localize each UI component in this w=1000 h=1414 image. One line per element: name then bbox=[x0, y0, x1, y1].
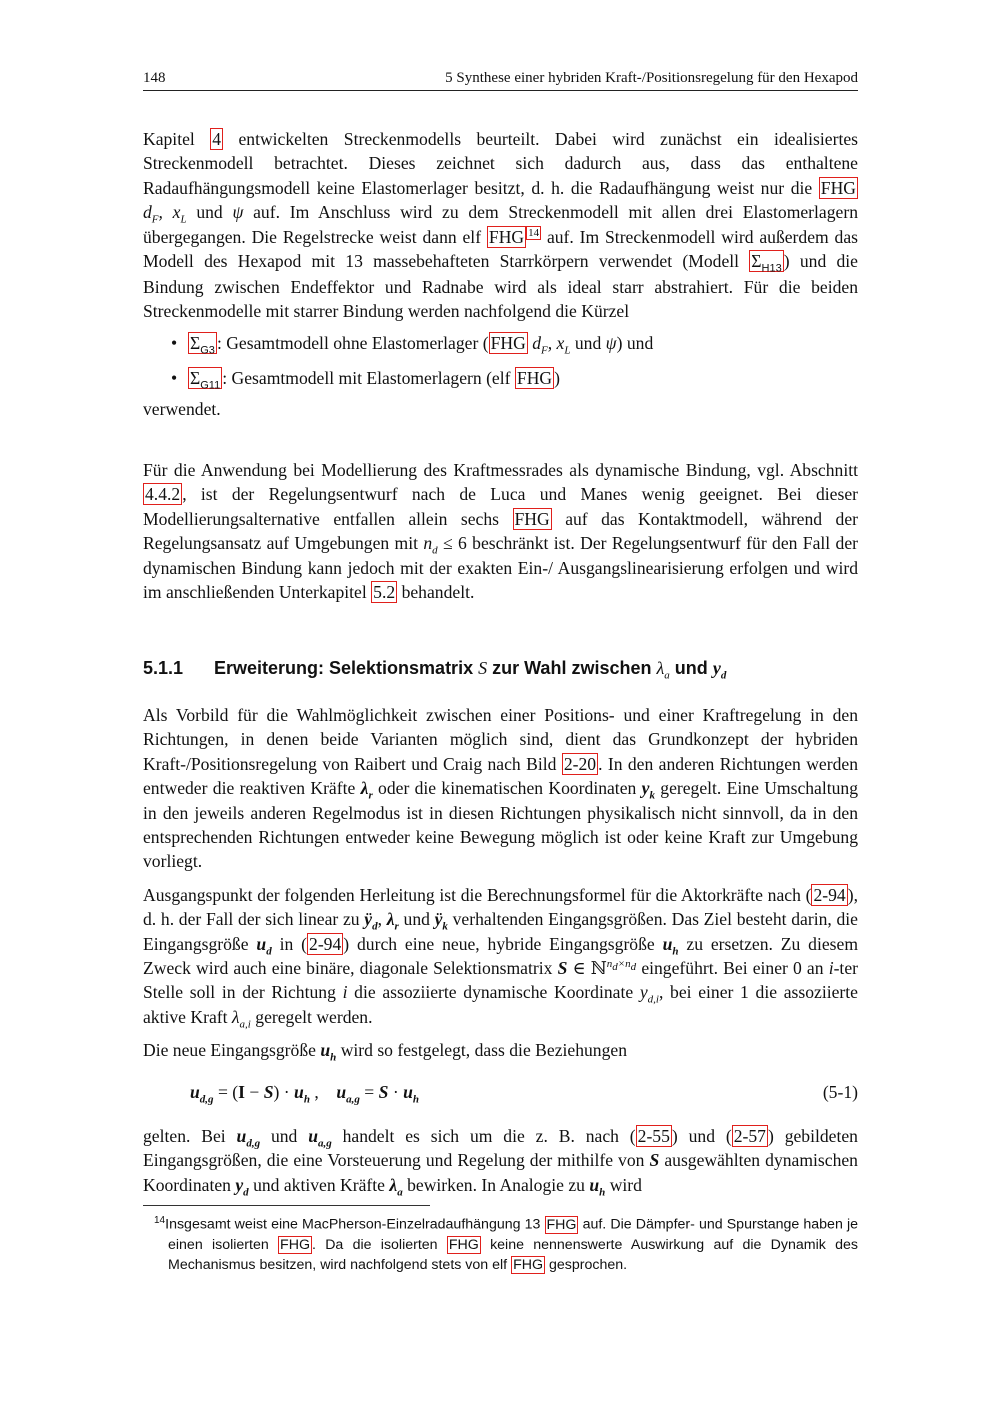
ref-eq-2-94-link[interactable]: 2-94 bbox=[309, 933, 342, 954]
abbr-fhg-link[interactable]: FHG bbox=[490, 333, 526, 354]
abbr-fhg-link[interactable]: FHG bbox=[488, 226, 525, 247]
running-header bbox=[143, 68, 858, 91]
abbr-fhg-link[interactable]: FHG bbox=[513, 1256, 544, 1273]
model-list bbox=[143, 331, 858, 391]
paragraph-gelten: gelten. Bei $u_{d,g}$ und $u_{a,g}$ handelt es sich um die z. B. nach ( 2-55 ) und ( 2-57 ) gebildeten Eingangsgrößen, die eine Vorsteuerung und Regelung der mithilfe von S ausgewählten dynamischen Koordinaten $y_d$ und aktiven Kräfte $\lambda_a$ bewirken. In Analogie zu $u_h$ wird bbox=[143, 1126, 858, 1199]
list-item: • $\Sigma_{G11}$ : Gesamtmodell mit Elastomerlagern (elf FHG ) bbox=[143, 366, 858, 392]
paragraph-intro: Kapitel 4 entwickelten Streckenmodells beurteilt. Dabei wird zunächst ein idealisiertes Streckenmodell betrachtet. Dieses zeichnet sich dadurch aus, dass das enthaltene Radaufhängungsmodell keine Elastomerlager besitzt, d. h. die Radaufhängung weist nur die FHG $d_F$, $x_L$ und ψ auf. Im Anschluss wird zu dem Streckenmodell mit allen drei Elastomerlagern übergegangen. Die Regelstrecke weist dann elf FHG $^{14}$ auf. Im Streckenmodell wird außerdem das Modell des Hexapod mit 13 massebehafteten Starrkörpern verwendet (Modell $\Sigma_{H13}$ ) und die Bindung zwischen Endeffektor und Radnabe wird als ideal starr abstrahiert. Für die beiden Streckenmodelle mit starrer Bindung werden nachfolgend die Kürzel bbox=[143, 129, 859, 321]
paragraph-vorbild: Als Vorbild für die Wahlmöglichkeit zwischen einer Positions- und einer Kraftregelung in den Richtungen, in denen beide Varianten möglich sind, dient das Grundkonzept der hybriden Kraft-/Positionsregelung von Raibert und Craig nach Bild 2-20 . In den anderen Richtungen werden entweder die reaktiven Kräfte $\lambda_r$ oder die kinematischen Koordinaten $y_k$ geregelt. Eine Umschaltung in den jeweils anderen Regelmodus ist in diesen Richtungen physikalisch nicht sinnvoll, da in den entsprechenden Richtungen entweder keine Bewegung möglich ist oder keine Kraft zur Umgebung vorliegt. bbox=[143, 705, 859, 872]
text-block-4 bbox=[143, 1124, 858, 1197]
text-block-1 bbox=[143, 127, 858, 422]
model-g11-link[interactable]: $\Sigma_{G11}$ bbox=[190, 367, 221, 392]
section-number: 5.1.1 bbox=[143, 658, 184, 678]
abbr-fhg-link[interactable]: FHG bbox=[820, 177, 856, 198]
text-block-2 bbox=[143, 458, 858, 604]
footnote-rule bbox=[143, 1205, 430, 1206]
paragraph-kraftmessrad: Für die Anwendung bei Modellierung des Kraftmessrades als dynamische Bindung, vgl. Abschnitt 4.4.2 , ist der Regelungsentwurf nach de Luca und Manes wenig geeignet. Bei dieser Modellierungsalternative entfallen allein sechs FHG auf das Kontaktmodell, während der Regelungsansatz auf Umgebungen mit $n_d \le 6$ beschränkt ist. Der Regelungsentwurf für den Fall der dynamischen Bindung kann jedoch mit der exakten Ein-/ Ausgangslinearisierung erfolgen und wird im anschließenden Unterkapitel 5.2 behandelt. bbox=[143, 460, 858, 603]
section-heading bbox=[143, 656, 858, 680]
abbr-fhg-link[interactable]: FHG bbox=[448, 1236, 479, 1253]
abbr-fhg-link[interactable]: FHG bbox=[514, 508, 550, 529]
abbr-fhg-link[interactable]: FHG bbox=[546, 1216, 577, 1233]
abbr-fhg-link[interactable]: FHG bbox=[516, 367, 553, 388]
equation-body: $u_{d,g} = (I - S) \cdot u_h$ , $u_{a,g} = S \cdot u_h$ bbox=[190, 1082, 419, 1106]
text-block-3 bbox=[143, 703, 858, 1063]
footnote-number: 14 bbox=[154, 1215, 166, 1226]
paragraph-eingangsgroesse: Die neue Eingangsgröße $u_h$ wird so festgelegt, dass die Beziehungen bbox=[143, 1040, 627, 1064]
footnote-mark-link[interactable]: 14 bbox=[528, 226, 540, 239]
abbr-fhg-link[interactable]: FHG bbox=[280, 1236, 310, 1253]
ref-unterkapitel-link[interactable]: 5.2 bbox=[373, 582, 396, 603]
ref-eq-2-57-link[interactable]: 2-57 bbox=[733, 1126, 766, 1146]
model-g3-link[interactable]: $\Sigma_{G3}$ bbox=[190, 333, 215, 357]
list-item: • $\Sigma_{G3}$ : Gesamtmodell ohne Elastomerlager ( FHG $d_F$, $x_L$ und ψ) und bbox=[143, 331, 858, 357]
paragraph-ausgangspunkt: Ausgangspunkt der folgenden Herleitung ist die Berechnungsformel für die Aktorkräfte nach ( 2-94 ), d. h. der Fall der sich linear zu $ÿ_d$, $\lambda_r$ und $ÿ_k$ verhaltenden Eingangsgrößen. Das Ziel besteht darin, die Eingangsgröße $u_d$ in ( 2-94 ) durch eine neue, hybride Eingangsgröße $u_h$ zu ersetzen. Zu diesem Zweck wird auch eine binäre, diagonale Selektionsmatrix S ∈ ℕ$^{n_d\times n_d}$ eingeführt. Bei einer 0 an i-ter Stelle soll in der Richtung i die assoziierte dynamische Koordinate $y_{d,i}$, bei einer 1 die assoziierte aktive Kraft $\lambda_{a,i}$ geregelt werden. bbox=[143, 884, 858, 1031]
page-number: 148 bbox=[143, 70, 166, 86]
equation-5-1 bbox=[190, 1078, 858, 1106]
ref-abschnitt-link[interactable]: 4.4.2 bbox=[145, 484, 181, 505]
running-title: 5 Synthese einer hybriden Kraft-/Positionsregelung für den Hexapod bbox=[445, 70, 858, 86]
ref-eq-2-94-link[interactable]: 2-94 bbox=[813, 884, 846, 905]
ref-kapitel-link[interactable]: 4 bbox=[212, 129, 222, 149]
footnote: $^{14}$Insgesamt weist eine MacPherson-Einzelradaufhängung 13 FHG auf. Die Dämpfer- und Spurstange haben je einen isolierten FHG . Da die isolierten FHG keine nennenswerte Auswirkung auf die Dynamik des Mechanismus besitzen, wird nachfolgend stets von elf FHG gesprochen. bbox=[154, 1215, 858, 1273]
ref-eq-2-55-link[interactable]: 2-55 bbox=[637, 1126, 670, 1146]
paragraph-verwendet: verwendet. bbox=[143, 399, 221, 420]
model-h13-link[interactable]: $\Sigma_{H13}$ bbox=[751, 251, 782, 275]
equation-number: (5-1) bbox=[822, 1082, 858, 1102]
ref-bild-link[interactable]: 2-20 bbox=[563, 753, 597, 774]
section-title: Erweiterung: Selektionsmatrix S zur Wahl zwischen $\lambda_a$ und $y_d$ bbox=[214, 658, 727, 682]
